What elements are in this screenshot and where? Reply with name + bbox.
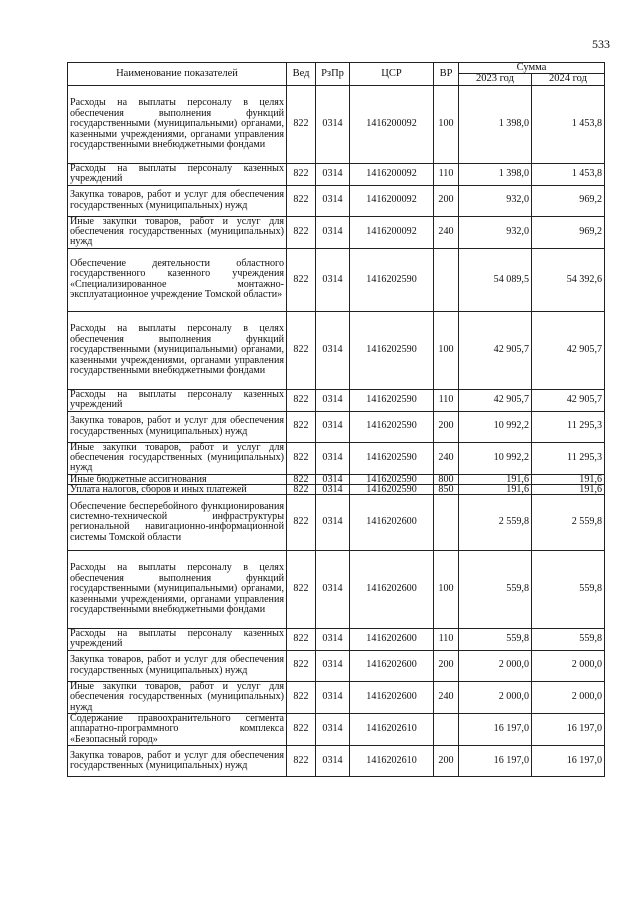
row-ved: 822 [287,442,316,474]
row-sum-2023: 559,8 [459,550,532,628]
header-2023: 2023 год [459,74,532,85]
row-rzpr: 0314 [316,494,350,550]
row-sum-2023: 42 905,7 [459,311,532,389]
row-csr: 1416202590 [350,411,434,442]
row-csr: 1416200092 [350,163,434,185]
row-vr: 200 [434,746,459,777]
row-ved: 822 [287,248,316,311]
header-2024: 2024 год [532,74,605,85]
row-sum-2024: 2 559,8 [532,494,605,550]
row-sum-2024: 2 000,0 [532,681,605,713]
row-sum-2024: 2 000,0 [532,650,605,681]
row-rzpr: 0314 [316,248,350,311]
row-sum-2023: 2 000,0 [459,681,532,713]
row-vr [434,713,459,745]
row-name: Иные закупки товаров, работ и услуг для обеспечения государственных (муниципальных) нужд [68,216,287,248]
row-sum-2024: 42 905,7 [532,311,605,389]
row-csr: 1416202590 [350,311,434,389]
row-rzpr: 0314 [316,474,350,484]
row-ved: 822 [287,713,316,745]
row-name: Расходы на выплаты персоналу казенных учреждений [68,389,287,411]
row-sum-2024: 11 295,3 [532,442,605,474]
row-rzpr: 0314 [316,311,350,389]
row-vr: 100 [434,85,459,163]
row-sum-2023: 10 992,2 [459,442,532,474]
row-csr: 1416202590 [350,442,434,474]
row-sum-2023: 1 398,0 [459,163,532,185]
row-csr: 1416202590 [350,248,434,311]
row-rzpr: 0314 [316,650,350,681]
table-row [68,185,605,216]
row-sum-2024: 11 295,3 [532,411,605,442]
row-name: Расходы на выплаты персоналу в целях обеспечения выполнения функций государственными (муниципальными) органами, казенными учреждениями, органами управления государственными внебюджетными фондами [68,550,287,628]
budget-table [67,62,605,777]
row-ved: 822 [287,494,316,550]
row-sum-2024: 191,6 [532,474,605,484]
table-row [68,442,605,474]
row-name: Закупка товаров, работ и услуг для обеспечения государственных (муниципальных) нужд [68,185,287,216]
row-vr: 240 [434,681,459,713]
table-row [68,85,605,163]
row-sum-2023: 932,0 [459,216,532,248]
row-csr: 1416202600 [350,494,434,550]
row-ved: 822 [287,550,316,628]
table-row [68,713,605,745]
row-csr: 1416202590 [350,389,434,411]
row-sum-2024: 969,2 [532,216,605,248]
row-sum-2023: 16 197,0 [459,713,532,745]
table-body [68,85,605,776]
row-rzpr: 0314 [316,85,350,163]
row-csr: 1416202610 [350,713,434,745]
header-name: Наименование показателей [68,63,287,86]
page-number: 533 [592,37,610,51]
row-vr [434,494,459,550]
header-csr: ЦСР [350,63,434,86]
row-vr: 110 [434,628,459,650]
row-sum-2023: 191,6 [459,484,532,494]
row-sum-2024: 191,6 [532,484,605,494]
row-sum-2023: 10 992,2 [459,411,532,442]
row-vr: 200 [434,185,459,216]
row-ved: 822 [287,311,316,389]
row-sum-2024: 1 453,8 [532,85,605,163]
row-vr: 850 [434,484,459,494]
row-name: Закупка товаров, работ и услуг для обеспечения государственных (муниципальных) нужд [68,650,287,681]
row-vr: 100 [434,311,459,389]
row-ved: 822 [287,474,316,484]
row-vr: 200 [434,650,459,681]
row-sum-2023: 2 000,0 [459,650,532,681]
row-csr: 1416200092 [350,185,434,216]
row-csr: 1416202590 [350,474,434,484]
row-ved: 822 [287,484,316,494]
row-sum-2024: 16 197,0 [532,746,605,777]
table-row [68,494,605,550]
header-sum: Сумма [459,63,605,74]
row-ved: 822 [287,681,316,713]
row-rzpr: 0314 [316,185,350,216]
row-csr: 1416202600 [350,681,434,713]
table-row [68,311,605,389]
row-csr: 1416200092 [350,85,434,163]
row-name: Уплата налогов, сборов и иных платежей [68,484,287,494]
table-row [68,746,605,777]
row-rzpr: 0314 [316,713,350,745]
header-rzpr: РзПр [316,63,350,86]
row-rzpr: 0314 [316,681,350,713]
row-name: Расходы на выплаты персоналу казенных учреждений [68,628,287,650]
row-csr: 1416202600 [350,650,434,681]
table-row [68,474,605,484]
row-sum-2023: 42 905,7 [459,389,532,411]
row-csr: 1416202600 [350,628,434,650]
header-vr: ВР [434,63,459,86]
row-ved: 822 [287,163,316,185]
table-row [68,411,605,442]
row-sum-2024: 559,8 [532,628,605,650]
row-ved: 822 [287,746,316,777]
row-csr: 1416202590 [350,484,434,494]
row-name: Иные бюджетные ассигнования [68,474,287,484]
row-vr [434,248,459,311]
row-sum-2024: 1 453,8 [532,163,605,185]
row-sum-2024: 54 392,6 [532,248,605,311]
row-vr: 240 [434,216,459,248]
row-sum-2023: 1 398,0 [459,85,532,163]
row-ved: 822 [287,628,316,650]
row-name: Расходы на выплаты персоналу в целях обеспечения выполнения функций государственными (муниципальными) органами, казенными учреждениями, органами управления государственными внебюджетными фондами [68,85,287,163]
row-vr: 100 [434,550,459,628]
table-row [68,650,605,681]
row-rzpr: 0314 [316,746,350,777]
table-row [68,484,605,494]
row-rzpr: 0314 [316,163,350,185]
row-name: Иные закупки товаров, работ и услуг для обеспечения государственных (муниципальных) нужд [68,442,287,474]
row-rzpr: 0314 [316,550,350,628]
row-csr: 1416202600 [350,550,434,628]
table-row [68,681,605,713]
row-rzpr: 0314 [316,389,350,411]
table-row [68,628,605,650]
row-ved: 822 [287,650,316,681]
row-name: Расходы на выплаты персоналу в целях обеспечения выполнения функций государственными (муниципальными) органами, казенными учреждениями, органами управления государственными внебюджетными фондами [68,311,287,389]
row-name: Обеспечение деятельности областного государственного казенного учреждения «Специализированное монтажно-эксплуатационное учреждение Томской области» [68,248,287,311]
row-name: Закупка товаров, работ и услуг для обеспечения государственных (муниципальных) нужд [68,411,287,442]
row-name: Содержание правоохранительного сегмента аппаратно-программного комплекса «Безопасный город» [68,713,287,745]
row-sum-2023: 932,0 [459,185,532,216]
row-name: Закупка товаров, работ и услуг для обеспечения государственных (муниципальных) нужд [68,746,287,777]
row-vr: 800 [434,474,459,484]
table-row [68,389,605,411]
row-vr: 200 [434,411,459,442]
table-row [68,550,605,628]
row-ved: 822 [287,216,316,248]
row-ved: 822 [287,85,316,163]
row-name: Обеспечение бесперебойного функционирования системно-технической инфраструктуры региональной навигационно-информационной системы Томской области [68,494,287,550]
row-vr: 110 [434,163,459,185]
row-sum-2023: 54 089,5 [459,248,532,311]
row-rzpr: 0314 [316,442,350,474]
row-name: Иные закупки товаров, работ и услуг для обеспечения государственных (муниципальных) нужд [68,681,287,713]
row-ved: 822 [287,411,316,442]
row-sum-2024: 969,2 [532,185,605,216]
row-ved: 822 [287,389,316,411]
row-sum-2024: 559,8 [532,550,605,628]
row-sum-2024: 42 905,7 [532,389,605,411]
table-row [68,163,605,185]
header-ved: Вед [287,63,316,86]
row-sum-2023: 2 559,8 [459,494,532,550]
row-rzpr: 0314 [316,484,350,494]
row-ved: 822 [287,185,316,216]
row-csr: 1416200092 [350,216,434,248]
row-csr: 1416202610 [350,746,434,777]
row-vr: 240 [434,442,459,474]
row-rzpr: 0314 [316,411,350,442]
table-row [68,248,605,311]
row-name: Расходы на выплаты персоналу казенных учреждений [68,163,287,185]
table-row [68,216,605,248]
row-vr: 110 [434,389,459,411]
row-sum-2023: 559,8 [459,628,532,650]
row-sum-2024: 16 197,0 [532,713,605,745]
row-rzpr: 0314 [316,628,350,650]
row-sum-2023: 191,6 [459,474,532,484]
row-rzpr: 0314 [316,216,350,248]
row-sum-2023: 16 197,0 [459,746,532,777]
